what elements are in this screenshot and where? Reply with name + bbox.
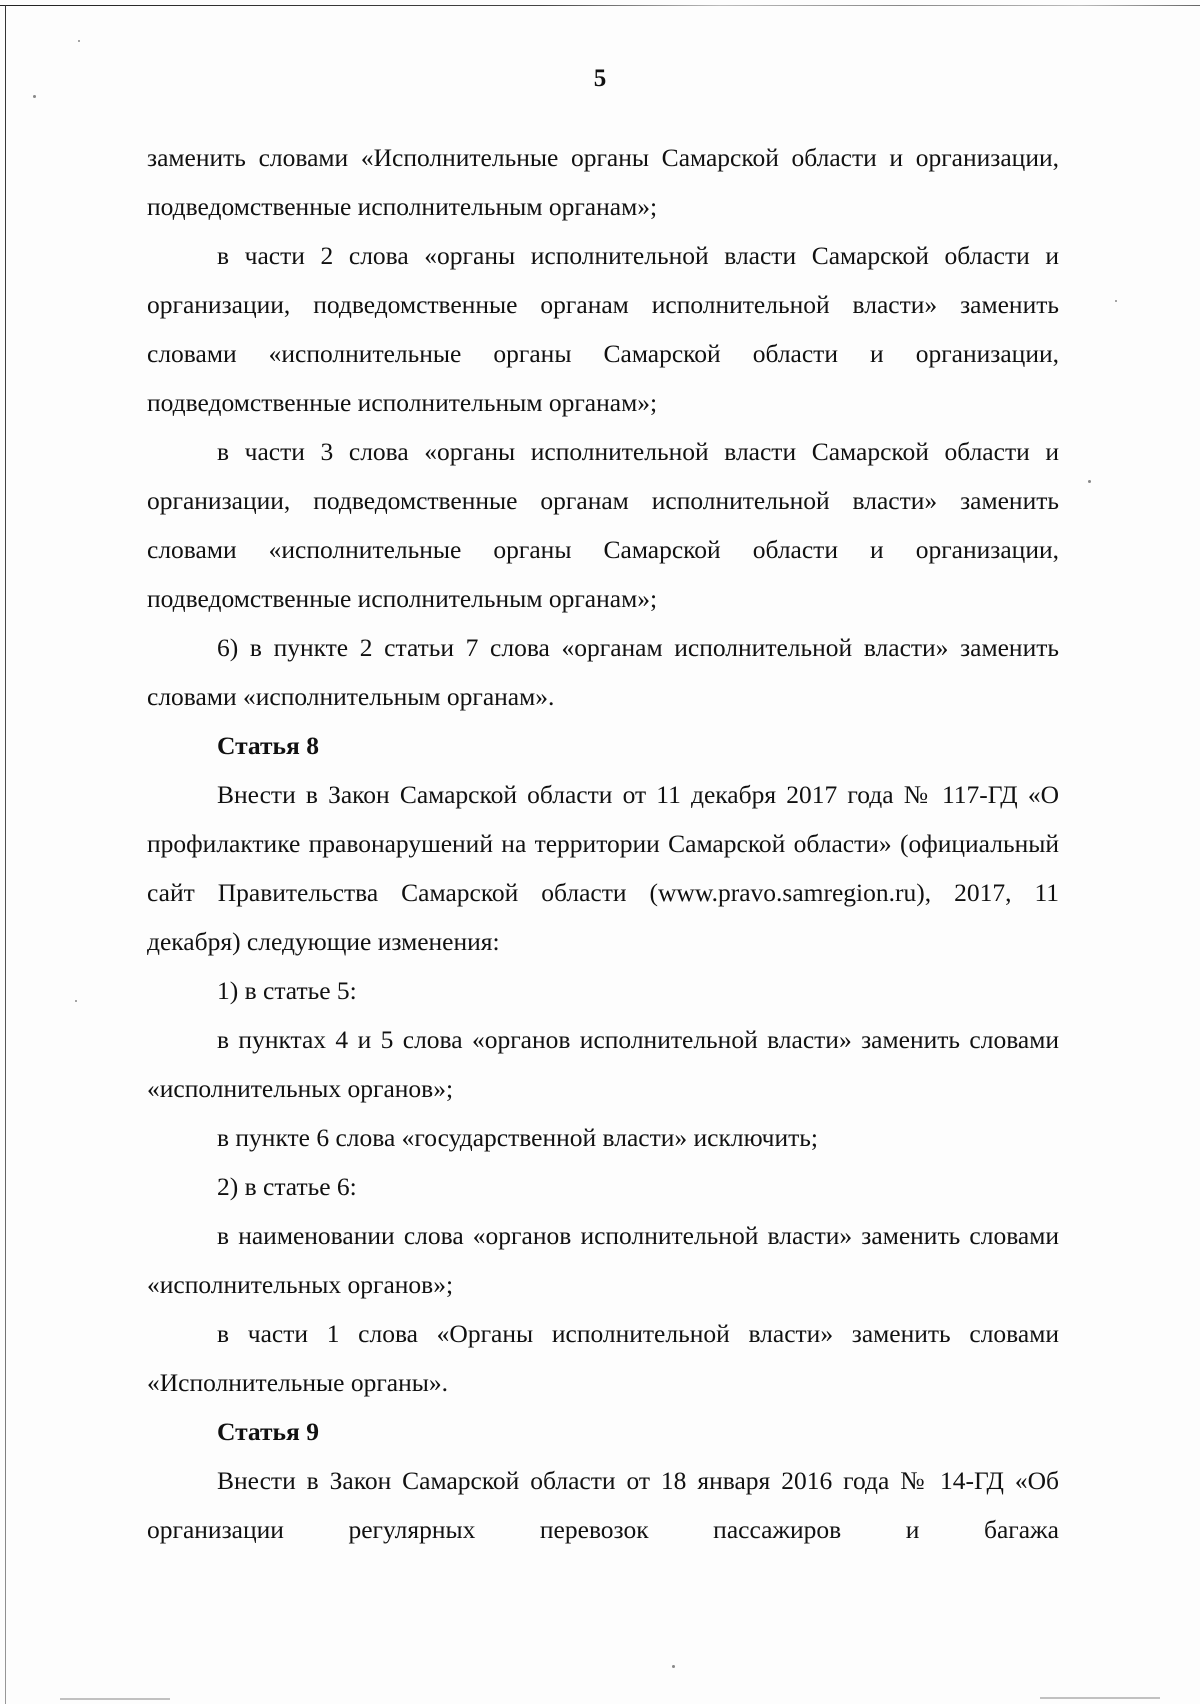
article-8-item-1-points-4-5: в пунктах 4 и 5 слова «органов исполнительной власти» заменить словами «исполнительных органов»; [147,1025,1059,1103]
paragraph-continuation: заменить словами «Исполнительные органы Самарской области и организации, подведомственные исполнительным органам»; [147,143,1059,221]
scan-speck [33,95,36,98]
article-8-heading: Статья 8 [217,731,319,760]
paragraph-part-2: в части 2 слова «органы исполнительной власти Самарской области и организации, подведомственные органам исполнительной власти» заменить словами «исполнительные органы Самарской области и организации, подведомственные исполнительным органам»; [147,241,1059,417]
article-8-item-1: 1) в статье 5: [217,976,357,1005]
scan-speck [78,40,80,42]
page-number: 5 [593,65,607,92]
scan-speck [1115,300,1117,302]
article-9-intro: Внести в Закон Самарской области от 18 января 2016 года № 14-ГД «Об организации регулярных перевозок пассажиров и багажа [147,1466,1059,1544]
article-8-item-2-part-1: в части 1 слова «Органы исполнительной власти» заменить словами «Исполнительные органы». [147,1319,1059,1397]
scan-speck [672,1665,675,1668]
article-9-heading: Статья 9 [217,1417,319,1446]
paragraph-part-3: в части 3 слова «органы исполнительной власти Самарской области и организации, подведомственные органам исполнительной власти» заменить словами «исполнительные органы Самарской области и организации, подведомственные исполнительным органам»; [147,437,1059,613]
document-body [147,133,1059,1554]
article-8-item-2: 2) в статье 6: [217,1172,357,1201]
article-8-item-1-point-6: в пункте 6 слова «государственной власти» исключить; [217,1123,818,1152]
scan-left-edge [5,5,6,1704]
scan-smudge [60,1698,170,1700]
article-8-item-2-title: в наименовании слова «органов исполнительной власти» заменить словами «исполнительных органов»; [147,1221,1059,1299]
scan-smudge [1040,1697,1160,1699]
scan-speck [75,1000,77,1002]
paragraph-item-6: 6) в пункте 2 статьи 7 слова «органам исполнительной власти» заменить словами «исполнительным органам». [147,633,1059,711]
scan-top-edge [0,5,1200,6]
article-8-intro: Внести в Закон Самарской области от 11 декабря 2017 года № 117-ГД «О профилактике правонарушений на территории Самарской области» (официальный сайт Правительства Самарской области (www.pravo.samregion.ru), 2017, 11 декабря) следующие изменения: [147,780,1059,956]
scan-speck [1088,480,1091,483]
